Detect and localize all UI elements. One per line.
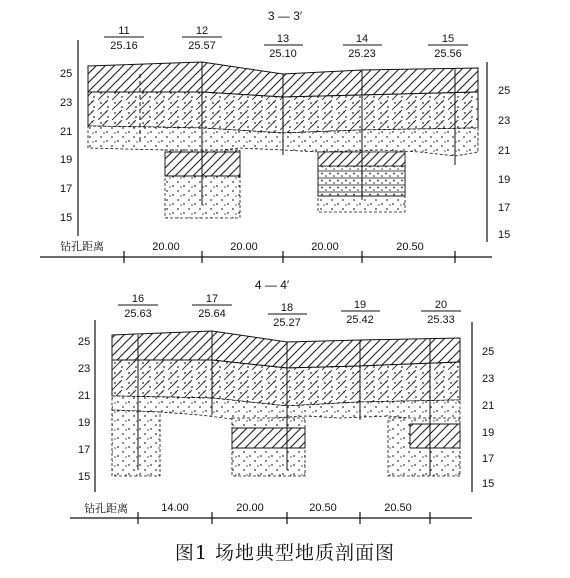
borehole-elevation: 25.16 [110,40,138,52]
borehole-11-header [104,25,144,52]
borehole-15-header [428,33,468,60]
axis-tick-label: 17 [498,202,511,214]
axis-tick-label: 23 [482,373,495,385]
borehole-number: 16 [131,293,145,305]
axis-tick-label: 19 [498,174,511,186]
borehole-elevation: 25.27 [273,317,301,329]
axis-tick-label: 15 [60,212,73,224]
distance-value: 20.50 [396,241,424,253]
axis-tick-label: 17 [78,444,91,456]
axis-tick-label: 23 [60,97,73,109]
axis-tick-label: 25 [498,85,511,97]
lens-right-top [410,424,460,448]
axis-tick-label: 19 [482,427,495,439]
distance-value: 20.50 [309,502,337,514]
left-elevation-axis [78,320,95,492]
borehole-number: 17 [205,293,219,305]
section-title: 3 — 3′ [267,9,303,23]
axis-tick-label: 19 [60,154,73,166]
borehole-elevation: 25.56 [434,48,462,60]
axis-tick-label: 23 [498,115,511,127]
axis-tick-label: 21 [60,126,73,138]
axis-tick-label: 17 [482,453,495,465]
figure-caption: 图1 场地典型地质剖面图 [174,542,396,564]
distance-value: 20.50 [384,502,412,514]
borehole-number: 12 [195,25,209,37]
borehole-number: 18 [280,302,294,314]
borehole-14-header [343,33,382,60]
borehole-20-header [421,299,461,326]
borehole-17-header [192,293,232,320]
axis-tick-label: 21 [498,145,511,157]
strata-profile [88,62,478,218]
borehole-12-header [182,25,222,52]
axis-tick-label: 25 [482,346,495,358]
borehole-number: 15 [441,33,455,45]
borehole-number: 19 [353,299,367,311]
distance-label: 钻孔距离 [84,503,128,515]
axis-tick-label: 17 [60,183,73,195]
lens-left [112,410,160,476]
distance-value: 20.00 [236,502,264,514]
distance-value: 20.00 [230,241,258,253]
borehole-elevation: 25.57 [188,40,216,52]
axis-tick-label: 21 [482,400,495,412]
borehole-16-header [118,293,158,320]
axis-tick-label: 25 [60,68,73,80]
borehole-number: 14 [355,33,369,45]
distance-label: 钻孔距离 [60,241,104,253]
axis-tick-label: 23 [78,363,91,375]
borehole-elevation: 25.10 [269,48,297,60]
borehole-18-header [268,302,307,329]
borehole-distance-bar [40,239,492,263]
strata-profile [112,331,460,476]
borehole-elevation: 25.23 [348,48,376,60]
borehole-elevation: 25.63 [124,308,152,320]
borehole-19-header [341,299,380,326]
right-elevation-axis [472,322,494,492]
distance-value: 20.00 [311,241,339,253]
lens-middle-top [232,428,305,448]
axis-tick-label: 15 [482,478,495,490]
distance-value: 20.00 [152,241,180,253]
borehole-elevation: 25.42 [346,314,374,326]
section-title: 4 — 4′ [254,278,290,292]
section-3-3 [40,9,510,263]
borehole-number: 20 [434,299,448,311]
distance-value: 14.00 [161,502,189,514]
borehole-elevation: 25.33 [427,314,455,326]
borehole-number: 11 [118,25,130,37]
borehole-elevation: 25.64 [198,308,226,320]
borehole-distance-bar [70,501,472,524]
axis-tick-label: 25 [78,336,91,348]
left-elevation-axis [60,40,78,236]
axis-tick-label: 21 [78,390,91,402]
axis-tick-label: 15 [498,229,511,241]
axis-tick-label: 15 [78,471,91,483]
borehole-13-header [264,33,303,60]
borehole-number: 13 [276,33,290,45]
axis-tick-label: 19 [78,417,91,429]
section-4-4 [70,278,494,524]
right-elevation-axis [487,62,510,242]
